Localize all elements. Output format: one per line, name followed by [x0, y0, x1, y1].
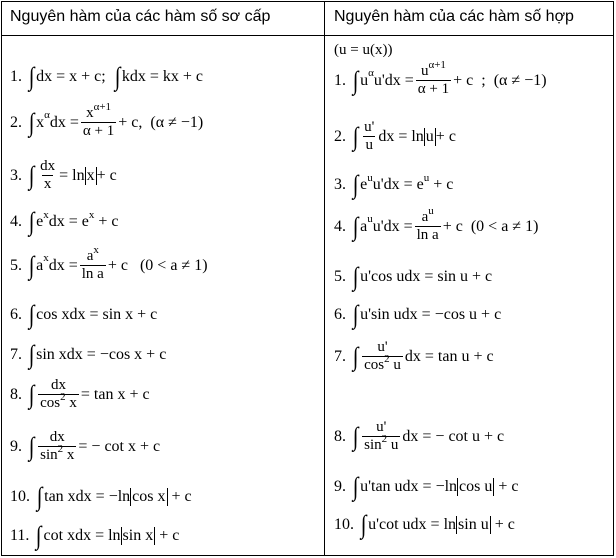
header-left: Nguyên hàm của các hàm số sơ cấp	[10, 8, 271, 25]
right-formula-10: 10. ∫ u'cot udx = ln sin u + c	[334, 510, 515, 539]
left-formula-5: 5. ∫ a x dx = $\frac{a^x}{\text{ln a}}$ + c (0 < a ≠ 1)	[10, 244, 208, 282]
header-right: Nguyên hàm của các hàm số hợp	[334, 8, 574, 25]
right-note: (u = u(x))	[334, 42, 393, 58]
right-formula-2: 2. ∫ $\frac{u'}{u}$ dx = ln u + c	[334, 119, 456, 153]
right-formula-1: 1. ∫ u α u'dx = $\frac{u^{\alpha+1}}{\alpha + 1}$ + c ; (α ≠ −1)	[334, 59, 547, 97]
right-formula-6: 6. ∫ u'sin udx = −cos u + c	[334, 300, 502, 329]
left-formula-8: 8. ∫ $\frac{dx}{\cos^2 x}$ = tan x + c	[10, 377, 150, 411]
left-formula-6: 6. ∫ cos xdx = sin x + c	[10, 300, 158, 329]
left-formula-2: 2. ∫ x α dx = $\frac{x^{\alpha+1}}{\alpha + 1}$ + c, (α ≠ −1)	[10, 101, 204, 139]
left-formula-3: 3. ∫ $\frac{dx}{x}$ = ln x + c	[10, 158, 117, 192]
left-formula-11: 11. ∫ cot xdx = ln sin x + c	[10, 521, 180, 550]
right-formula-5: 5. ∫ u'cos udx = sin u + c	[334, 262, 493, 291]
left-formula-10: 10. ∫ tan xdx = −ln cos x + c	[10, 482, 192, 511]
right-formula-9: 9. ∫ u'tan udx = −ln cos u + c	[334, 472, 519, 501]
right-formula-8: 8. ∫ $\frac{u'}{\sin^2 u}$ dx = − cot u + c	[334, 419, 505, 453]
header-divider	[2, 35, 613, 36]
left-formula-4: 4. ∫ e x dx = e x + c	[10, 207, 119, 236]
column-divider	[324, 2, 325, 555]
right-formula-7: 7. ∫ $\frac{u'}{\cos^2 u}$ dx = tan u + c	[334, 339, 494, 373]
left-formula-1: 1. ∫ dx = x + c; ∫ kdx = kx + c	[10, 62, 203, 91]
left-formula-7: 7. ∫ sin xdx = −cos x + c	[10, 340, 167, 369]
formula-table	[1, 1, 614, 556]
left-formula-9: 9. ∫ $\frac{dx}{\sin^2 x}$ = − cot x + c	[10, 429, 161, 463]
right-formula-4: 4. ∫ a u u'dx = $\frac{a^u}{\text{ln a}}$ + c (0 < a ≠ 1)	[334, 205, 539, 243]
right-formula-3: 3. ∫ e u u'dx = e u + c	[334, 170, 454, 199]
